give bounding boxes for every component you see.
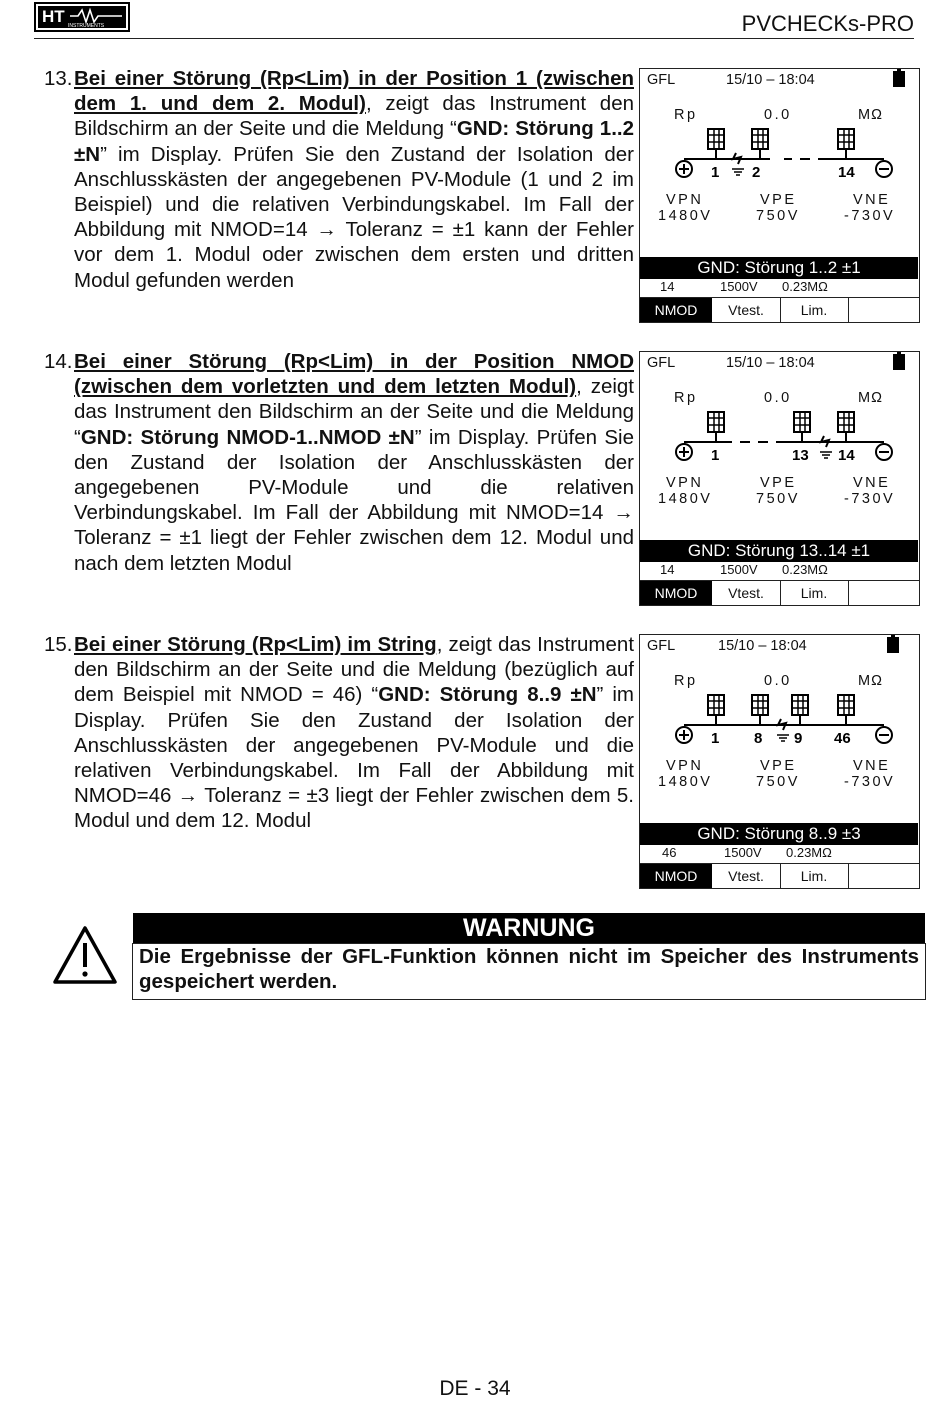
- instruction-item-15: [44, 632, 634, 834]
- softkey-bar: [640, 863, 919, 888]
- string-diagram: [648, 117, 910, 189]
- pv-module-icon: [792, 695, 808, 715]
- module-label: 2: [752, 164, 761, 181]
- status-message: GND: Störung 8..9 ±3: [640, 823, 918, 845]
- softkey-vtest: Vtest.: [712, 864, 781, 888]
- item-message: GND: Störung 1..2 ±N: [74, 117, 634, 166]
- warning-triangle-icon: [52, 925, 118, 985]
- fault-icon: [732, 153, 744, 175]
- pv-module-icon: [708, 412, 724, 432]
- vpn-value: 1480V: [658, 208, 713, 224]
- pv-module-icon: [752, 129, 768, 149]
- module-label: 46: [834, 730, 851, 747]
- softkey-nmod: NMOD: [640, 581, 712, 605]
- softkey-nmod: NMOD: [640, 298, 712, 322]
- rp-unit: MΩ: [858, 390, 883, 406]
- rp-label: Rp: [674, 390, 698, 406]
- rp-unit: MΩ: [858, 673, 883, 689]
- vne-value: -730V: [844, 208, 896, 224]
- svg-text:HT: HT: [42, 7, 65, 26]
- pv-module-icon: [708, 129, 724, 149]
- warning-text: Die Ergebnisse der GFL-Funktion können nicht im Speicher des Instruments gespeichert werden.: [132, 943, 926, 1000]
- rp-label: Rp: [674, 107, 698, 123]
- module-label: 9: [794, 730, 803, 747]
- nmod-value: 46: [662, 845, 677, 860]
- fault-icon: [777, 719, 789, 741]
- svg-text:INSTRUMENTS: INSTRUMENTS: [68, 23, 105, 29]
- vpe-label: VPE: [760, 192, 797, 208]
- page-number: DE - 34: [439, 1377, 511, 1400]
- item-lead: Bei einer Störung (Rp<Lim) in der Position NMOD (zwischen dem vorletzten und dem letzten Modul): [74, 350, 634, 399]
- module-label: 13: [792, 447, 809, 464]
- softkey-nmod: NMOD: [640, 864, 712, 888]
- status-message: GND: Störung 13..14 ±1: [640, 540, 918, 562]
- pv-module-icon: [708, 695, 724, 715]
- pv-module-icon: [838, 695, 854, 715]
- display-datetime: 15/10 – 18:04: [718, 638, 807, 654]
- item-number: 14.: [44, 350, 73, 373]
- vpe-value: 750V: [756, 774, 800, 790]
- pv-module-icon: [838, 412, 854, 432]
- header-divider: [34, 38, 914, 39]
- vtest-value: 1500V: [724, 845, 762, 860]
- vpe-value: 750V: [756, 208, 800, 224]
- lim-value: 0.23MΩ: [782, 279, 828, 294]
- softkey-lim: Lim.: [780, 864, 849, 888]
- lim-value: 0.23MΩ: [786, 845, 832, 860]
- item-text: , zeigt das Instrument den Bildschirm an der Seite und die Meldung “: [74, 92, 634, 141]
- pv-module-icon: [838, 129, 854, 149]
- vpn-value: 1480V: [658, 491, 713, 507]
- lim-value: 0.23MΩ: [782, 562, 828, 577]
- item-text: ” im Display. Prüfen Sie den Zustand der Isolation der Anschlusskästen der angegebenen PV-Module (1 und 2 im Beispiel) und die relativen Verbindungskabel. Im Fall der Abbildung mit NMOD=14 → Toleranz = ±1 kann der Fehler vor dem 1. Modul oder zwischen dem ersten und dritten Modul gefunden werden: [74, 142, 634, 292]
- instrument-display: [639, 68, 920, 323]
- rp-unit: MΩ: [858, 107, 883, 123]
- vpe-label: VPE: [760, 758, 797, 774]
- softkey-vtest: Vtest.: [712, 581, 781, 605]
- vpe-label: VPE: [760, 475, 797, 491]
- item-text: ” im Display. Prüfen Sie den Zustand der Isolation der Anschlusskästen der angegebenen PV-Module und die relativen Verbindungskabel. Im Fall der Abbildung mit NMOD=14 → Toleranz = ±1 liegt der Fehler zwischen dem 12. Modul und nach dem letzten Modul: [74, 425, 634, 575]
- instruction-item-14: [44, 349, 634, 576]
- item-text: , zeigt das Instrument den Bildschirm an der Seite und die Meldung “: [74, 375, 634, 449]
- item-message: GND: Störung 8..9 ±N: [378, 683, 597, 707]
- display-mode: GFL: [647, 355, 676, 371]
- softkey-bar: [640, 297, 919, 322]
- pv-module-icon: [752, 695, 768, 715]
- item-lead: Bei einer Störung (Rp<Lim) im String: [74, 633, 437, 656]
- module-label: 1: [711, 447, 720, 464]
- vpn-label: VPN: [666, 475, 704, 491]
- battery-icon: [893, 352, 905, 370]
- display-mode: GFL: [647, 72, 676, 88]
- vtest-value: 1500V: [720, 279, 758, 294]
- softkey-lim: Lim.: [780, 298, 849, 322]
- vne-label: VNE: [853, 192, 891, 208]
- display-datetime: 15/10 – 18:04: [726, 355, 815, 371]
- string-diagram: [648, 683, 910, 755]
- vtest-value: 1500V: [720, 562, 758, 577]
- module-label: 1: [711, 730, 720, 747]
- fault-icon: [820, 436, 832, 458]
- vne-value: -730V: [844, 774, 896, 790]
- softkey-lim: Lim.: [780, 581, 849, 605]
- softkey-bar: [640, 580, 919, 605]
- nmod-value: 14: [660, 279, 675, 294]
- instruction-item-13: [44, 66, 634, 293]
- item-number: 13.: [44, 67, 73, 90]
- instrument-display: [639, 351, 920, 606]
- display-mode: GFL: [647, 638, 676, 654]
- item-text: ” im Display. Prüfen Sie den Zustand der Isolation der Anschlusskästen der angegebenen PV-Module und die relativen Verbindungskabel. Im Fall der Abbildung mit NMOD=46 → Toleranz = ±3 liegt der Fehler zwischen dem 5. Modul und dem 12. Modul: [74, 683, 634, 833]
- module-label: 14: [838, 164, 855, 181]
- vpn-label: VPN: [666, 192, 704, 208]
- item-text: , zeigt das Instrument den Bildschirm an der Seite und die Meldung (bezüglich auf dem Beispiel mit NMOD = 46) “: [74, 633, 635, 707]
- nmod-value: 14: [660, 562, 675, 577]
- vpn-label: VPN: [666, 758, 704, 774]
- string-diagram: [648, 400, 910, 472]
- module-label: 1: [711, 164, 720, 181]
- item-number: 15.: [44, 633, 73, 656]
- battery-icon: [893, 69, 905, 87]
- pv-module-icon: [794, 412, 810, 432]
- softkey-vtest: Vtest.: [712, 298, 781, 322]
- vpn-value: 1480V: [658, 774, 713, 790]
- vpe-value: 750V: [756, 491, 800, 507]
- display-datetime: 15/10 – 18:04: [726, 72, 815, 88]
- item-message: GND: Störung NMOD-1..NMOD ±N: [80, 425, 415, 449]
- instrument-display: [639, 634, 920, 889]
- battery-icon: [887, 635, 899, 653]
- vne-label: VNE: [853, 475, 891, 491]
- rp-value: 0.0: [764, 107, 792, 123]
- module-label: 8: [754, 730, 763, 747]
- module-label: 14: [838, 447, 855, 464]
- ht-logo: [34, 2, 130, 32]
- rp-value: 0.0: [764, 390, 792, 406]
- rp-value: 0.0: [764, 673, 792, 689]
- vne-label: VNE: [853, 758, 891, 774]
- rp-label: Rp: [674, 673, 698, 689]
- warning-title: WARNUNG: [133, 913, 925, 943]
- status-message: GND: Störung 1..2 ±1: [640, 257, 918, 279]
- item-lead: Bei einer Störung (Rp<Lim) in der Position 1 (zwischen dem 1. und dem 2. Modul): [74, 67, 634, 116]
- vne-value: -730V: [844, 491, 896, 507]
- product-title: PVCHECKs-PRO: [741, 11, 914, 36]
